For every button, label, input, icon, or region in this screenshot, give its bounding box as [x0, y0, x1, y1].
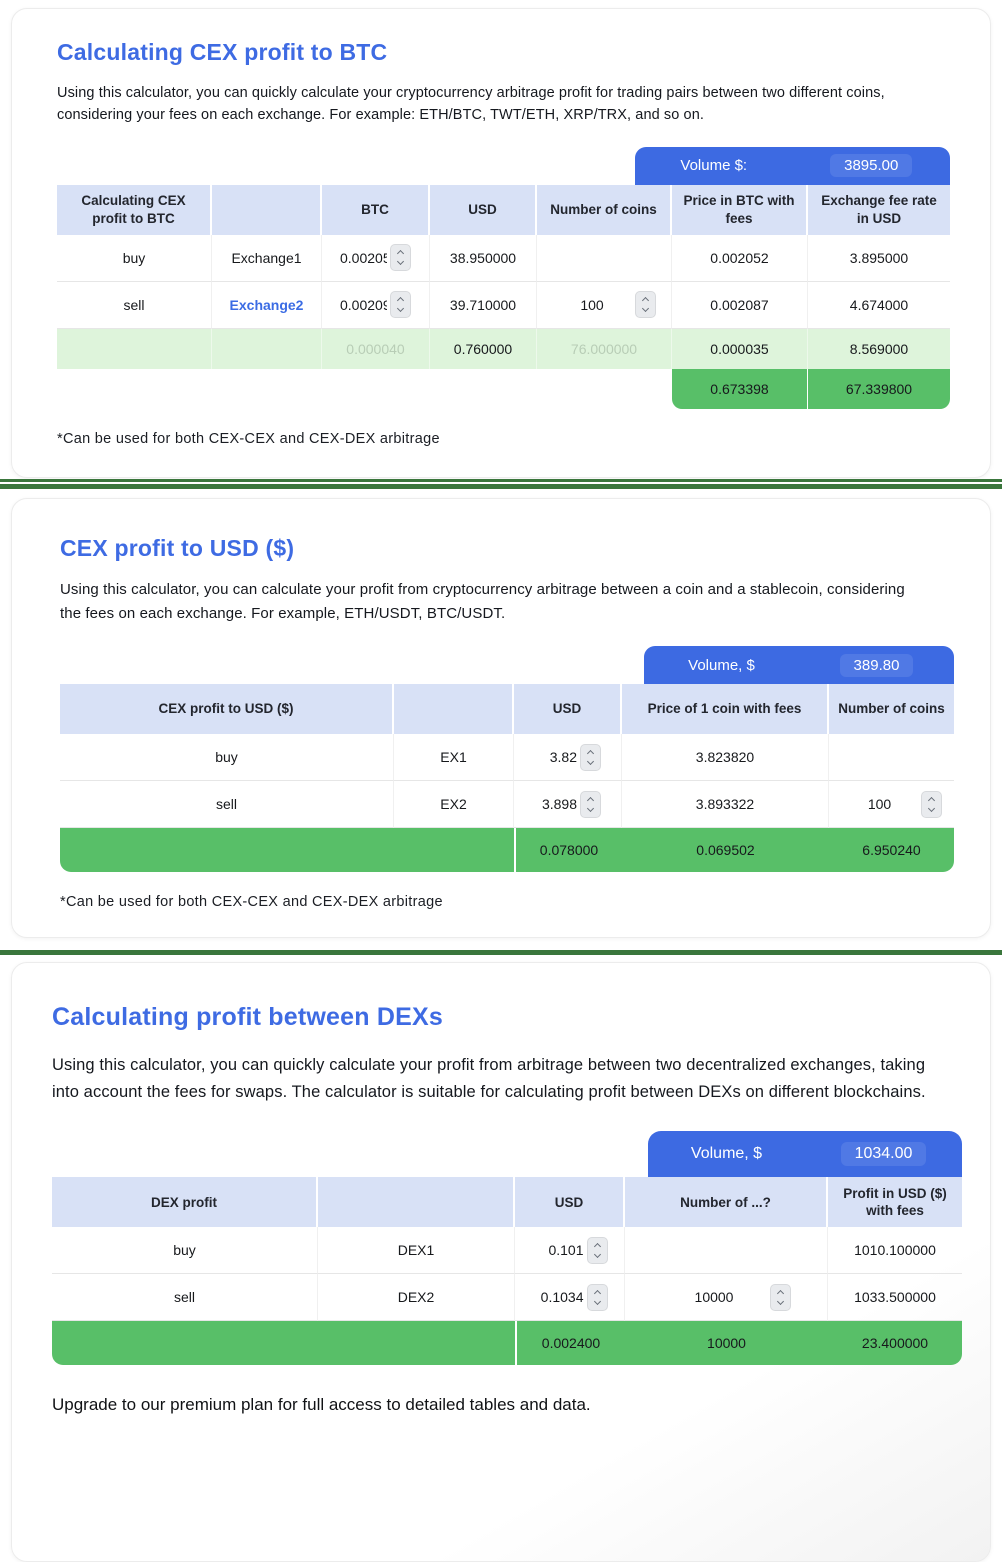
buy-usd-price-input[interactable] [534, 749, 577, 765]
fee-rate-cell: 3.895000 [808, 235, 950, 282]
volume-badge [635, 147, 950, 185]
stepper-up-icon[interactable] [397, 297, 404, 304]
section-card-cex-usd [11, 498, 991, 938]
total-usd-cell: 0.078000 [514, 828, 622, 872]
usd-price-cell [515, 1274, 625, 1321]
number-stepper[interactable] [580, 744, 601, 771]
section-description: Using this calculator, you can calculate your profit from cryptocurrency arbitrage between a coin and a stablecoin, considering the fees on each exchange. For example, ETH/USDT, BTC/USDT. [60, 581, 905, 622]
empty-cell [212, 329, 322, 369]
price-with-fees-cell: 0.002052 [672, 235, 808, 282]
calculator-area [60, 646, 954, 872]
volume-badge [648, 1131, 962, 1177]
usd-price-cell [515, 1227, 625, 1274]
stepper-up-icon[interactable] [593, 1290, 600, 1297]
stepper-up-icon[interactable] [593, 1243, 600, 1250]
footnote: *Can be used for both CEX-CEX and CEX-DEX arbitrage [60, 894, 443, 910]
profit-cell: 1010.100000 [828, 1227, 962, 1274]
column-header: Price in BTC with fees [672, 185, 808, 235]
number-stepper[interactable] [587, 1237, 608, 1264]
column-header: USD [515, 1177, 625, 1227]
total-row [52, 1321, 962, 1365]
stepper-down-icon[interactable] [593, 1298, 600, 1305]
buy-btc-price-input[interactable] [340, 250, 387, 266]
stepper-down-icon[interactable] [642, 305, 649, 312]
total-coins-cell: 6.950240 [829, 828, 954, 872]
column-header: Number of ...? [625, 1177, 828, 1227]
stepper-down-icon[interactable] [397, 305, 404, 312]
volume-label: Volume, $ [690, 1145, 763, 1163]
price-with-fees-cell: 3.823820 [622, 734, 829, 781]
total-profit-usd-cell: 67.339800 [808, 369, 950, 409]
calculator-area [57, 147, 950, 409]
column-header: Price of 1 coin with fees [622, 684, 829, 734]
sell-usd-price-input[interactable] [534, 796, 577, 812]
exchange-cell: DEX1 [318, 1227, 515, 1274]
btc-diff-cell: 0.000040 [322, 329, 430, 369]
column-header: DEX profit [52, 1177, 318, 1227]
empty-cell [537, 369, 672, 409]
column-header [212, 185, 322, 235]
section-card-dex [11, 962, 991, 1562]
exchange-cell [212, 282, 322, 329]
section-title: CEX profit to USD ($) [60, 535, 295, 561]
sell-row [60, 781, 954, 828]
cex-btc-table [57, 185, 950, 409]
stepper-down-icon[interactable] [593, 1251, 600, 1258]
empty-cell [322, 369, 430, 409]
exchange-cell: DEX2 [318, 1274, 515, 1321]
empty-cell [57, 329, 212, 369]
total-usd-cell: 0.002400 [515, 1321, 625, 1365]
coins-input[interactable] [573, 297, 611, 313]
volume-value: 389.80 [840, 654, 914, 677]
coins-cell [829, 781, 954, 828]
empty-cell [60, 828, 514, 872]
usd-cell: 39.710000 [430, 282, 537, 329]
buy-row [52, 1227, 962, 1274]
volume-label: Volume, $ [688, 656, 755, 674]
profit-cell: 1033.500000 [828, 1274, 962, 1321]
coins-diff-cell: 76.000000 [537, 329, 672, 369]
number-stepper[interactable] [770, 1284, 791, 1311]
number-stepper[interactable] [921, 791, 942, 818]
stepper-up-icon[interactable] [642, 297, 649, 304]
exchange-cell: Exchange1 [212, 235, 322, 282]
action-cell: sell [60, 781, 394, 828]
fee-diff-cell: 8.569000 [808, 329, 950, 369]
number-stepper[interactable] [587, 1284, 608, 1311]
usd-price-cell [514, 781, 622, 828]
exchange-cell: EX2 [394, 781, 514, 828]
column-header: CEX profit to USD ($) [60, 684, 394, 734]
column-header: Profit in USD ($) with fees [828, 1177, 962, 1227]
column-header [318, 1177, 515, 1227]
section-description: Using this calculator, you can quickly calculate your cryptocurrency arbitrage profit for trading pairs between two different coins, considering your fees on each exchange. For example: ETH/BTC, TWT/ETH, XRP/TRX, and so on. [57, 85, 885, 124]
column-header: USD [430, 185, 537, 235]
action-cell: buy [52, 1227, 318, 1274]
number-stepper[interactable] [390, 244, 411, 271]
total-profit-btc-cell: 0.673398 [672, 369, 808, 409]
stepper-down-icon[interactable] [397, 258, 404, 265]
stepper-down-icon[interactable] [777, 1298, 784, 1305]
section-separator [0, 479, 1002, 489]
column-header: Exchange fee rate in USD [808, 185, 950, 235]
section-description: Using this calculator, you can quickly calculate your profit from arbitrage between two decentralized exchanges, taking into account the fees for swaps. The calculator is suitable for calculating profit between DEXs on different blockchains. [52, 1056, 926, 1101]
stepper-up-icon[interactable] [397, 250, 404, 257]
stepper-down-icon[interactable] [927, 804, 934, 811]
coins-cell [829, 734, 954, 781]
coins-input[interactable] [686, 1289, 742, 1305]
stepper-up-icon[interactable] [587, 749, 594, 756]
volume-value: 1034.00 [841, 1142, 927, 1166]
empty-cell [52, 1321, 515, 1365]
coins-cell [625, 1227, 828, 1274]
usd-price-cell [514, 734, 622, 781]
total-coins-cell: 10000 [625, 1321, 828, 1365]
coins-cell [625, 1274, 828, 1321]
coins-input[interactable] [861, 796, 899, 812]
column-header: Number of coins [537, 185, 672, 235]
buy-usd-price-input[interactable] [532, 1242, 584, 1258]
stepper-down-icon[interactable] [587, 757, 594, 764]
price-diff-cell: 0.000035 [672, 329, 808, 369]
stepper-down-icon[interactable] [587, 804, 594, 811]
action-cell: sell [57, 282, 212, 329]
dex-profit-table [52, 1177, 962, 1365]
sell-row [52, 1274, 962, 1321]
usd-cell: 38.950000 [430, 235, 537, 282]
total-row [57, 369, 950, 409]
cex-usd-table [60, 684, 954, 872]
column-header: BTC [322, 185, 430, 235]
table-header-row [57, 185, 950, 235]
total-profit-cell: 23.400000 [828, 1321, 962, 1365]
sell-btc-price-input[interactable] [340, 297, 387, 313]
coins-cell [537, 282, 672, 329]
sell-usd-price-input[interactable] [532, 1289, 584, 1305]
section-separator [0, 950, 1002, 955]
empty-cell [430, 369, 537, 409]
stepper-up-icon[interactable] [927, 796, 934, 803]
difference-row [57, 329, 950, 369]
table-header-row [60, 684, 954, 734]
action-cell: sell [52, 1274, 318, 1321]
btc-price-cell [322, 282, 430, 329]
fee-rate-cell: 4.674000 [808, 282, 950, 329]
stepper-up-icon[interactable] [587, 796, 594, 803]
upgrade-note: Upgrade to our premium plan for full access to detailed tables and data. [52, 1395, 591, 1415]
usd-diff-cell: 0.760000 [430, 329, 537, 369]
column-header: Number of coins [829, 684, 954, 734]
total-row [60, 828, 954, 872]
price-with-fees-cell: 0.002087 [672, 282, 808, 329]
exchange-cell: EX1 [394, 734, 514, 781]
empty-cell [57, 369, 212, 409]
table-header-row [52, 1177, 962, 1227]
number-stepper[interactable] [390, 291, 411, 318]
volume-value: 3895.00 [830, 154, 912, 177]
empty-cell [212, 369, 322, 409]
stepper-up-icon[interactable] [777, 1290, 784, 1297]
column-header: Calculating CEX profit to BTC [57, 185, 212, 235]
column-header: USD [514, 684, 622, 734]
buy-row [60, 734, 954, 781]
exchange2-link[interactable]: Exchange2 [229, 296, 304, 313]
volume-label: Volume $: [680, 157, 748, 175]
number-stepper[interactable] [635, 291, 656, 318]
section-title: Calculating profit between DEXs [52, 1003, 443, 1031]
footnote: *Can be used for both CEX-CEX and CEX-DEX arbitrage [57, 430, 440, 447]
number-stepper[interactable] [580, 791, 601, 818]
section-title: Calculating CEX profit to BTC [57, 39, 388, 65]
calculator-area [52, 1131, 962, 1365]
action-cell: buy [57, 235, 212, 282]
buy-row [57, 235, 950, 282]
btc-price-cell [322, 235, 430, 282]
section-card-cex-btc [11, 8, 991, 478]
coins-cell [537, 235, 672, 282]
action-cell: buy [60, 734, 394, 781]
column-header [394, 684, 514, 734]
price-with-fees-cell: 3.893322 [622, 781, 829, 828]
volume-badge [644, 646, 954, 684]
sell-row [57, 282, 950, 329]
total-price-cell: 0.069502 [622, 828, 829, 872]
